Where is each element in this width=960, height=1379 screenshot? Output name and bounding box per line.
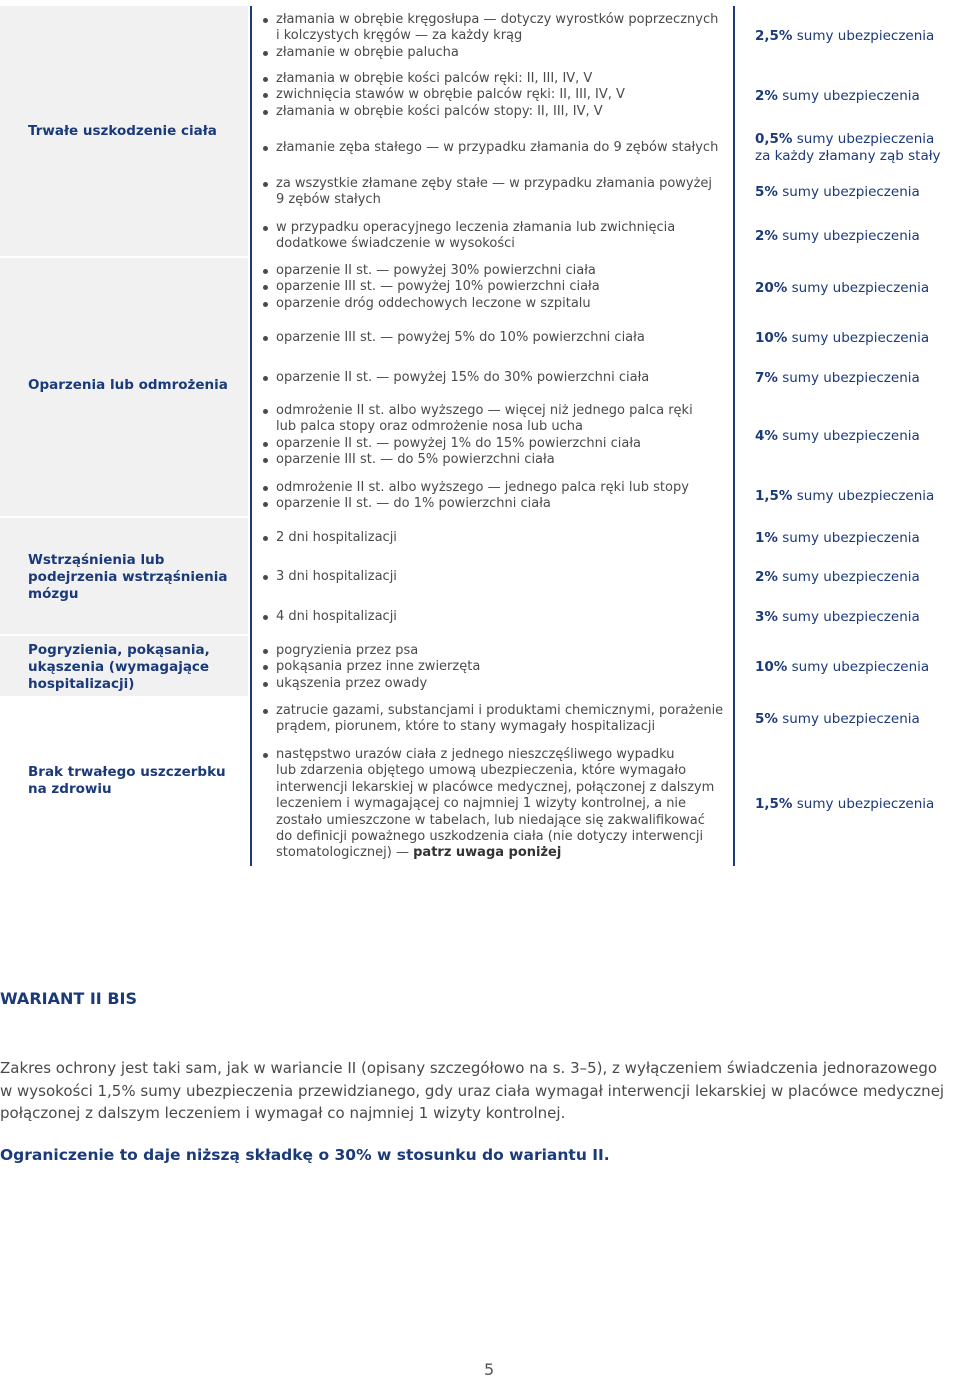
row-text: w przypadku operacyjnego leczenia złamania lub zwichnięcia	[262, 220, 732, 236]
table-row	[262, 569, 732, 585]
table-row	[262, 370, 732, 386]
table-row	[262, 530, 732, 546]
section-title: WARIANT II BIS	[0, 989, 137, 1008]
table-row	[262, 12, 732, 61]
table-row	[262, 263, 732, 312]
section-paragraph: Zakres ochrony jest taki sam, jak w wariancie II (opisany szczegółowo na s. 3–5), z wyłączeniem świadczenia jednorazowego w wysokości 1,5% sumy ubezpieczenia przewidzianego, gdy uraz ciała wymagał interwencji lekarskiej w placówce medycznej połączonej z dalszym leczeniem i wymagał co najmniej 1 wizyty kontrolnej.	[0, 1059, 945, 1122]
table-row	[262, 703, 732, 736]
row-text: złamania w obrębie kości palców stopy: II, III, IV, V	[262, 104, 732, 120]
row-text: dodatkowe świadczenie w wysokości	[276, 236, 515, 252]
benefit-value: 5% sumy ubezpieczenia	[755, 184, 920, 200]
row-text: oparzenie II st. — powyżej 1% do 15% powierzchni ciała	[262, 436, 732, 452]
column-divider-right	[733, 6, 735, 866]
row-text: oparzenie III st. — do 5% powierzchni ciała	[262, 452, 732, 468]
row-text: odmrożenie II st. albo wyższego — więcej niż jednego palca ręki	[262, 403, 732, 419]
benefit-value: 2% sumy ubezpieczenia	[755, 88, 920, 104]
category-label: Pogryzienia, pokąsania, ukąszenia (wymagające hospitalizacji)	[28, 642, 210, 692]
table-row	[262, 643, 732, 692]
row-text: lub zdarzenia objętego umową ubezpieczenia, które wymagało	[276, 763, 687, 779]
row-text: zwichnięcia stawów w obrębie palców ręki: II, III, IV, V	[262, 87, 732, 103]
row-text: stomatologicznej) — patrz uwaga poniżej	[276, 845, 562, 861]
row-text: oparzenie III st. — powyżej 10% powierzchni ciała	[262, 279, 732, 295]
row-text: złamanie w obrębie palucha	[262, 45, 732, 61]
row-text: złamanie zęba stałego — w przypadku złamania do 9 zębów stałych	[262, 140, 732, 156]
table-row	[262, 403, 732, 469]
row-text: prądem, piorunem, które to stany wymagały hospitalizacji	[276, 719, 656, 735]
row-text: złamania w obrębie kręgosłupa — dotyczy wyrostków poprzecznych	[262, 12, 732, 28]
row-text: pokąsania przez inne zwierzęta	[262, 659, 732, 675]
category-cell-no-permanent-damage	[0, 698, 248, 866]
category-label: Oparzenia lub odmrożenia	[28, 377, 228, 393]
benefit-value: 2% sumy ubezpieczenia	[755, 228, 920, 244]
row-text: 2 dni hospitalizacji	[262, 530, 732, 546]
row-text: za wszystkie złamane zęby stałe — w przypadku złamania powyżej	[262, 176, 732, 192]
section-paragraph-bold: Ograniczenie to daje niższą składkę o 30% w stosunku do wariantu II.	[0, 1146, 610, 1164]
row-text: i kolczystych kręgów — za każdy krąg	[276, 28, 523, 44]
row-text: 4 dni hospitalizacji	[262, 609, 732, 625]
benefit-value: 0,5% sumy ubezpieczenia za każdy złamany ząb stały	[755, 131, 941, 164]
benefit-value: 1,5% sumy ubezpieczenia	[755, 796, 935, 812]
benefit-value: 7% sumy ubezpieczenia	[755, 370, 920, 386]
row-text: oparzenie II st. — powyżej 30% powierzchni ciała	[262, 263, 732, 279]
category-cell-concussion	[0, 518, 248, 634]
benefit-value: 1% sumy ubezpieczenia	[755, 530, 920, 546]
category-label: Brak trwałego uszczerbku na zdrowiu	[28, 764, 226, 797]
benefit-value: 3% sumy ubezpieczenia	[755, 609, 920, 625]
benefit-value: 2,5% sumy ubezpieczenia	[755, 28, 935, 44]
benefit-value: 10% sumy ubezpieczenia	[755, 330, 930, 346]
row-text: leczeniem i wymagającej co najmniej 1 wizyty kontrolnej, a nie	[276, 796, 687, 812]
category-cell-bites	[0, 636, 248, 696]
category-cell-permanent-injury	[0, 6, 248, 256]
table-row	[262, 140, 732, 156]
table-row	[262, 480, 732, 513]
row-text: oparzenie II st. — powyżej 15% do 30% powierzchni ciała	[262, 370, 732, 386]
row-text: oparzenie III st. — powyżej 5% do 10% powierzchni ciała	[262, 330, 732, 346]
table-row	[262, 747, 732, 862]
row-text: oparzenie dróg oddechowych leczone w szpitalu	[262, 296, 732, 312]
table-row	[262, 330, 732, 346]
row-text: pogryzienia przez psa	[262, 643, 732, 659]
column-divider-left	[250, 6, 252, 866]
category-label: Wstrząśnienia lub podejrzenia wstrząśnienia mózgu	[28, 552, 228, 602]
row-text: zatrucie gazami, substancjami i produktami chemicznymi, porażenie	[262, 703, 732, 719]
see-note-below: patrz uwaga poniżej	[413, 845, 562, 861]
benefit-value: 10% sumy ubezpieczenia	[755, 659, 930, 675]
table-row	[262, 609, 732, 625]
row-text: ukąszenia przez owady	[262, 676, 732, 692]
benefit-value: 20% sumy ubezpieczenia	[755, 280, 930, 296]
row-text: oparzenie II st. — do 1% powierzchni ciała	[262, 496, 732, 512]
row-text: 3 dni hospitalizacji	[262, 569, 732, 585]
row-text: odmrożenie II st. albo wyższego — jednego palca ręki lub stopy	[262, 480, 732, 496]
page-number: 5	[484, 1360, 495, 1379]
benefit-value: 5% sumy ubezpieczenia	[755, 711, 920, 727]
row-text: lub palca stopy oraz odmrożenie nosa lub ucha	[276, 419, 584, 435]
benefit-value: 4% sumy ubezpieczenia	[755, 428, 920, 444]
benefit-value: 2% sumy ubezpieczenia	[755, 569, 920, 585]
table-row	[262, 220, 732, 253]
row-text: 9 zębów stałych	[276, 192, 381, 208]
row-text: zostało umieszczone w tabelach, lub niedające się zakwalifikować	[276, 812, 705, 828]
table-row	[262, 71, 732, 120]
table-row	[262, 176, 732, 209]
row-text: następstwo urazów ciała z jednego nieszczęśliwego wypadku	[262, 747, 732, 763]
category-label: Trwałe uszkodzenie ciała	[28, 123, 217, 139]
row-text: złamania w obrębie kości palców ręki: II, III, IV, V	[262, 71, 732, 87]
row-text: interwencji lekarskiej w placówce medycznej, połączonej z dalszym	[276, 779, 715, 795]
benefit-value: 1,5% sumy ubezpieczenia	[755, 488, 935, 504]
row-text: do definicji poważnego uszkodzenia ciała (nie dotyczy interwencji	[276, 829, 704, 845]
category-cell-burns	[0, 258, 248, 516]
